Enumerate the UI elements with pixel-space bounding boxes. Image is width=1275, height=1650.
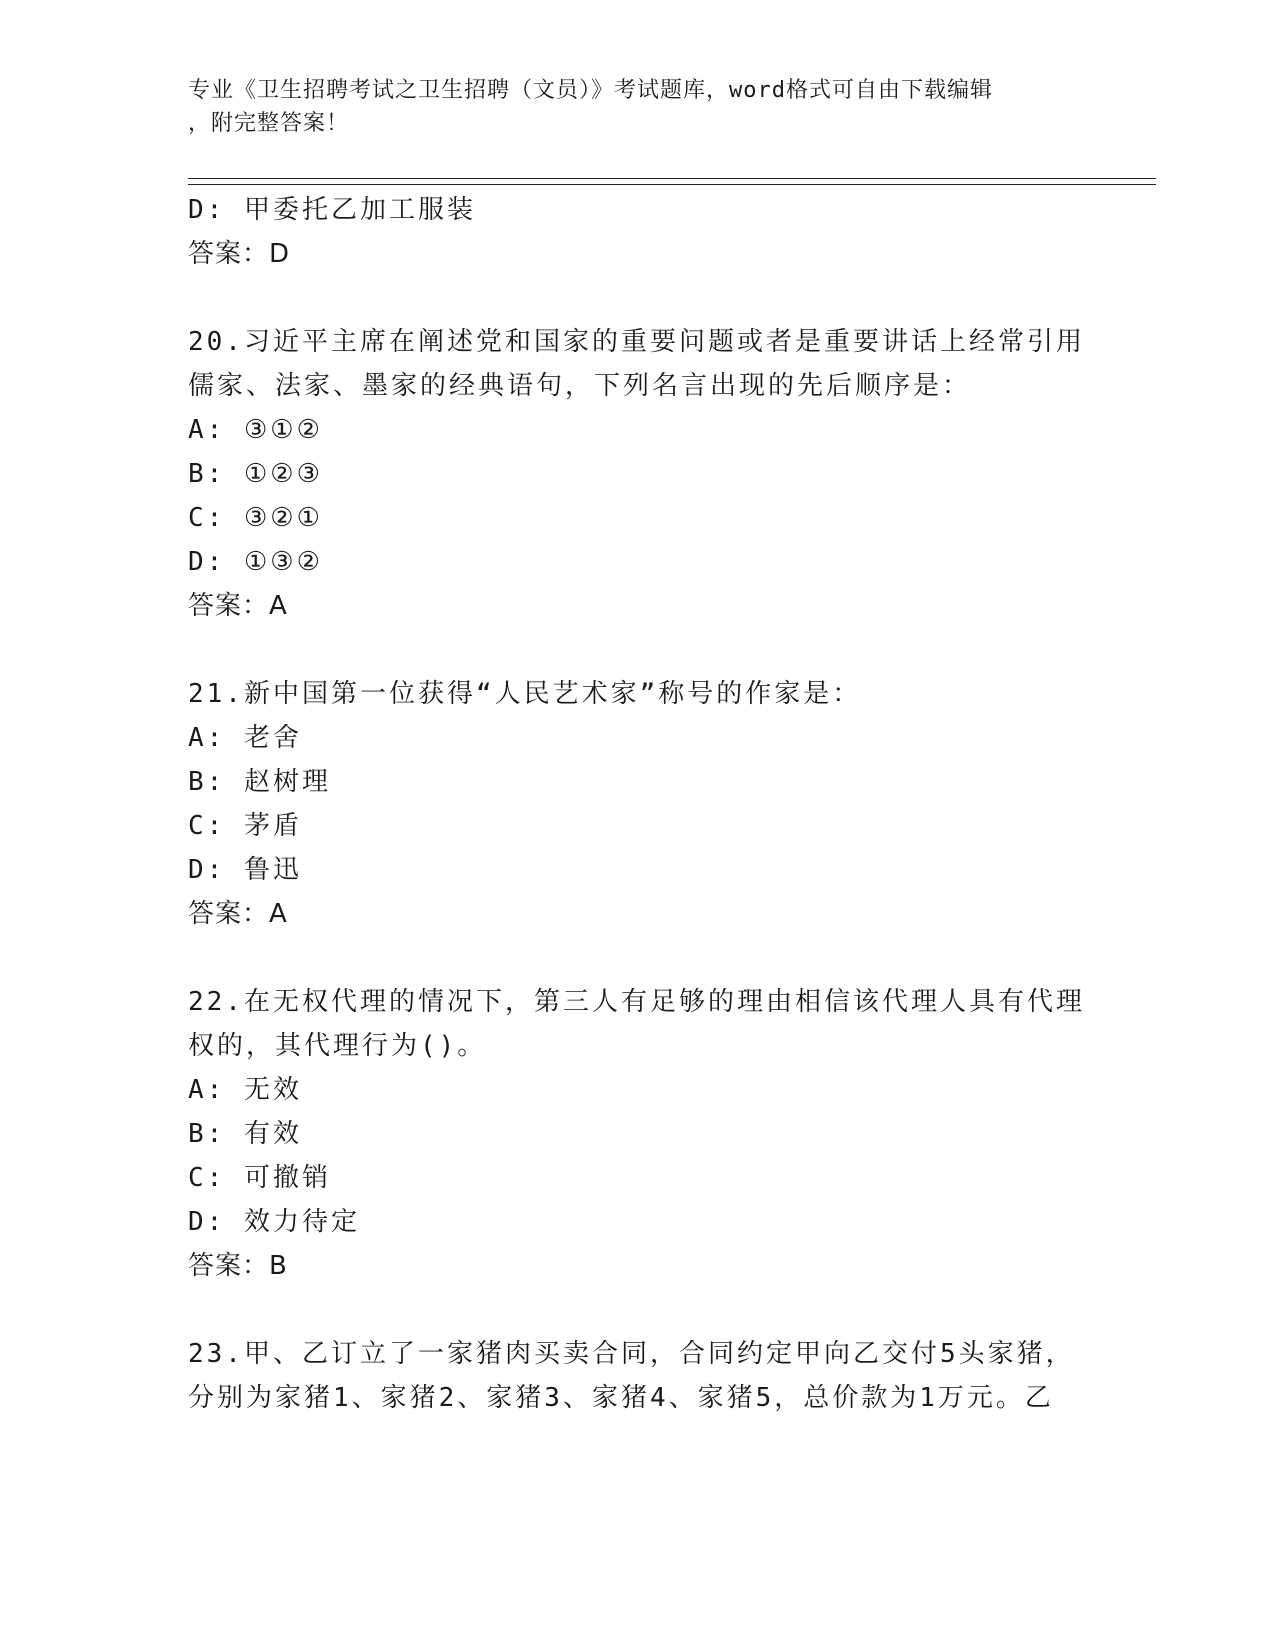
- answer: 答案：B: [188, 1251, 288, 1281]
- document-header: [188, 74, 1088, 140]
- option-d: D: 效力待定: [188, 1207, 360, 1237]
- question-stem-line: 儒家、法家、墨家的经典语句，下列名言出现的先后顺序是：: [188, 371, 972, 401]
- question-stem-line: 23.甲、乙订立了一家猪肉买卖合同，合同约定甲向乙交付5头家猪，: [188, 1339, 1075, 1369]
- answer: 答案：A: [188, 899, 288, 929]
- option-a: A: 无效: [188, 1075, 302, 1105]
- option-c: C: 茅盾: [188, 811, 302, 841]
- question-stem-line: 22.在无权代理的情况下，第三人有足够的理由相信该代理人具有代理: [188, 987, 1085, 1017]
- option-d: D: 鲁迅: [188, 855, 302, 885]
- question-stem-line: 20.习近平主席在阐述党和国家的重要问题或者是重要讲话上经常引用: [188, 327, 1085, 357]
- option-c: C: 可撤销: [188, 1163, 331, 1193]
- header-rule-bottom: [188, 184, 1156, 185]
- question-stem-line: 分别为家猪1、家猪2、家猪3、家猪4、家猪5，总价款为1万元。乙: [188, 1383, 1054, 1413]
- option-b: B: ①②③: [188, 459, 323, 489]
- question-stem-line: 权的，其代理行为()。: [188, 1031, 487, 1061]
- option-b: B: 赵树理: [188, 767, 331, 797]
- header-line-2: ，附完整答案！: [188, 111, 350, 136]
- option-a: A: 老舍: [188, 723, 302, 753]
- option-b: B: 有效: [188, 1119, 302, 1149]
- option-d: D: ①③②: [188, 547, 323, 577]
- option-a: A: ③①②: [188, 415, 323, 445]
- prev-option-d: D: 甲委托乙加工服装: [188, 195, 476, 225]
- header-line-1: 专业《卫生招聘考试之卫生招聘（文员）》考试题库，word格式可自由下载编辑: [188, 78, 993, 103]
- option-c: C: ③②①: [188, 503, 323, 533]
- question-stem-line: 21.新中国第一位获得“人民艺术家”称号的作家是：: [188, 679, 862, 709]
- answer: 答案：A: [188, 591, 288, 621]
- header-rule-top: [188, 178, 1156, 179]
- prev-answer: 答案：D: [188, 239, 291, 269]
